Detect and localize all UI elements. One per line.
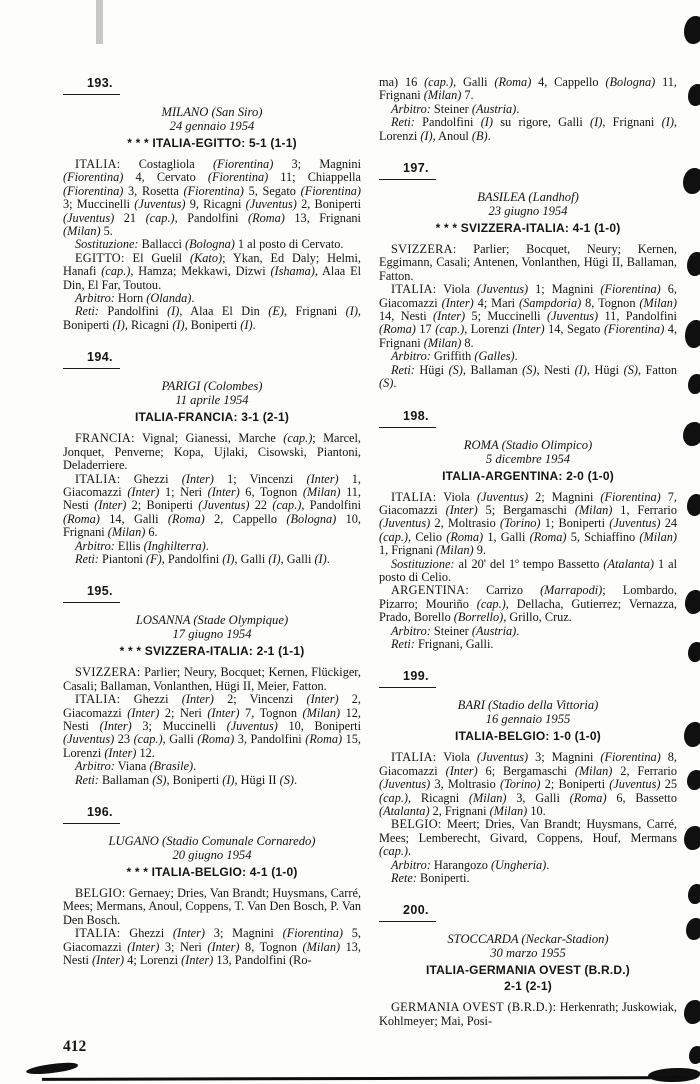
paragraph-label: SVIZZERA:	[391, 242, 457, 257]
paragraph: Rete: Boniperti.	[391, 871, 470, 886]
match-entry	[63, 350, 361, 566]
paragraph: ITALIA: Viola (Juventus) 3; Magnini (Fiorentina) 8, Giacomazzi (Inter) 6; Bergamaschi (Milan) 2, Ferrario (Juventus) 3, Moltrasio (Torino) 2; Boniperti (Juventus) 25 (cap.), Ricagni (Milan) 3, Galli (Roma) 6, Bassetto (Atalanta) 2, Frignani (Milan) 10.	[379, 750, 677, 818]
paragraph-label: Sostituzione:	[391, 556, 455, 571]
date-line: 5 dicembre 1954	[485, 451, 571, 466]
entry-rule	[63, 94, 120, 95]
paragraph: Arbitro: Ellis (Inghilterra).	[75, 538, 209, 553]
paragraph-label: Arbitro:	[391, 623, 431, 638]
paragraph-label: Reti:	[391, 636, 415, 651]
scan-artifact	[688, 642, 700, 662]
paragraph-label: Reti:	[391, 115, 415, 130]
paragraph: Arbitro: Griffith (Galles).	[391, 349, 518, 364]
match-line: ITALIA-GERMANIA OVEST (B.R.D.)	[426, 963, 630, 978]
paragraph: ITALIA: Viola (Juventus) 2; Magnini (Fiorentina) 7, Giacomazzi (Inter) 5; Bergamaschi (Milan) 1, Ferrario (Juventus) 2, Moltrasio (Torino) 1; Boniperti (Juventus) 24 (cap.), Celio (Roma) 1, Galli (Roma) 5, Schiaffino (Milan) 1, Frignani (Milan) 9.	[379, 489, 677, 558]
paragraph: ITALIA: Ghezzi (Inter) 1; Vincenzi (Inter) 1, Giacomazzi (Inter) 1; Neri (Inter) 6, Tognon (Milan) 11, Nesti (Inter) 2; Boniperti (Juventus) 22 (cap.), Pandolfini (Roma) 14, Galli (Roma) 2, Cappello (Bologna) 10, Frignani (Milan) 6.	[63, 471, 362, 540]
match-line: * * * ITALIA-BELGIO: 4-1 (1-0)	[126, 865, 298, 879]
paragraph: Reti: Piantoni (F), Pandolfini (I), Galli (I), Galli (I).	[75, 551, 330, 566]
scan-artifact	[684, 826, 700, 850]
scan-artifact	[684, 1000, 700, 1024]
match-line: * * * SVIZZERA-ITALIA: 2-1 (1-1)	[119, 644, 305, 659]
paragraph: ARGENTINA: Carrizo (Marrapodi); Lombardo, Pizarro; Mouriño (cap.), Dellacha, Gutierrez; Vernazza, Prado, Borello (Borrello), Grillo, Cruz.	[379, 583, 677, 625]
paragraph-label: ITALIA:	[75, 471, 121, 486]
scan-artifact	[684, 16, 700, 44]
paragraph: ITALIA: Ghezzi (Inter) 3; Magnini (Fiorentina) 5, Giacomazzi (Inter) 3; Neri (Inter) 8, Tognon (Milan) 13, Nesti (Inter) 4; Lorenzi (Inter) 13, Pandolfini (Ro-	[63, 926, 362, 968]
paragraph-label: Arbitro:	[75, 759, 115, 774]
paragraph-label: ITALIA:	[75, 157, 121, 171]
paragraph-label: ITALIA:	[391, 489, 437, 504]
paragraph: Reti: Pandolfini (I) su rigore, Galli (I), Frignani (I), Lorenzi (I), Anoul (B).	[379, 115, 677, 143]
paragraph-label: ITALIA:	[391, 282, 437, 297]
entry-number: 199.	[403, 669, 429, 684]
scan-artifact	[687, 252, 700, 276]
page-content	[63, 76, 677, 1046]
paragraph: EGITTO: El Guelil (Kato); Ykan, Ed Daly; Helmi, Hanafi (cap.), Hamza; Mekkawi, Dizwi (Ishama), Alaa El Din, El Far, Toutou.	[63, 250, 362, 292]
venue-line: LOSANNA (Stade Olympique)	[135, 613, 289, 628]
paragraph-label: Arbitro:	[391, 857, 431, 872]
date-line: 16 gennaio 1955	[485, 712, 571, 727]
scan-artifact	[685, 590, 700, 614]
paragraph: GERMANIA OVEST (B.R.D.): Herkenrath; Juskowiak, Kohlmeyer; Mai, Posi-	[379, 1000, 677, 1028]
paragraph: Sostituzione: al 20' del 1º tempo Bassetto (Atalanta) 1 al posto di Celio.	[379, 556, 677, 584]
entry-rule	[379, 179, 436, 180]
paragraph-label: Arbitro:	[75, 538, 115, 553]
scan-artifact	[684, 722, 700, 747]
match-line-2: 2-1 (2-1)	[504, 979, 552, 994]
match-line: * * * SVIZZERA-ITALIA: 4-1 (1-0)	[435, 221, 621, 236]
paragraph-label: SVIZZERA:	[75, 665, 141, 680]
venue-line: PARIGI (Colombes)	[161, 379, 263, 394]
venue-line: MILANO (San Siro)	[161, 105, 263, 119]
right-column	[379, 76, 677, 1046]
match-entry	[379, 903, 677, 1028]
paragraph: ITALIA: Costagliola (Fiorentina) 3; Magnini (Fiorentina) 4, Cervato (Fiorentina) 11; Chiappella (Fiorentina) 3, Rosetta (Fiorentina) 5, Segato (Fiorentina) 3; Muccinelli (Juventus) 9, Ricagni (Juventus) 2, Boniperti (Juventus) 21 (cap.), Pandolfini (Roma) 13, Frignani (Milan) 5.	[63, 157, 362, 239]
scan-artifact	[96, 0, 103, 44]
paragraph-label: Reti:	[75, 772, 99, 787]
date-line: 23 giugno 1954	[488, 204, 568, 219]
paragraph-label: Sostituzione:	[75, 237, 139, 252]
venue-line: STOCCARDA (Neckar-Stadion)	[447, 932, 609, 947]
date-line: 20 giugno 1954	[172, 848, 252, 862]
entry-number: 195.	[87, 584, 113, 599]
scan-artifact	[688, 84, 700, 106]
paragraph-label: Arbitro:	[75, 291, 115, 306]
paragraph-label: Reti:	[75, 551, 99, 566]
paragraph: SVIZZERA: Parlier; Neury, Bocquet; Kernen, Flückiger, Casali; Ballaman, Vonlanthen, Hügi II, Meier, Fatton.	[63, 665, 361, 693]
page-number: 412	[63, 1038, 87, 1055]
match-entry	[63, 76, 361, 332]
paragraph-label: ITALIA:	[391, 750, 437, 765]
scan-artifact	[685, 320, 700, 348]
paragraph: Reti: Pandolfini (I), Alaa El Din (E), Frignani (I), Boniperti (I), Ricagni (I), Boniperti (I).	[63, 304, 361, 332]
paragraph-label: Rete:	[391, 871, 417, 886]
paragraph: Reti: Hügi (S), Ballaman (S), Nesti (I), Hügi (S), Fatton (S).	[379, 362, 677, 391]
paragraph: ITALIA: Viola (Juventus) 1; Magnini (Fiorentina) 6, Giacomazzi (Inter) 4; Mari (Sampdoria) 8, Tognon (Milan) 14, Nesti (Inter) 5; Muccinelli (Juventus) 11, Pandolfini (Roma) 17 (cap.), Lorenzi (Inter) 14, Segato (Fiorentina) 4, Frignani (Milan) 8.	[379, 282, 678, 350]
entry-number: 197.	[403, 161, 429, 176]
scan-artifact	[26, 1061, 79, 1075]
paragraph: Arbitro: Harangozo (Ungheria).	[391, 857, 550, 872]
entry-rule	[63, 823, 120, 824]
paragraph: Arbitro: Steiner (Austria).	[391, 623, 520, 638]
entry-rule	[63, 368, 120, 369]
paragraph-label: FRANCIA:	[75, 431, 135, 446]
match-entry	[379, 409, 677, 652]
match-line: ITALIA-BELGIO: 1-0 (1-0)	[455, 729, 601, 744]
match-entry	[63, 584, 361, 787]
match-entry-continuation	[379, 76, 677, 143]
paragraph: BELGIO: Gernaey; Dries, Van Brandt; Huysmans, Carré, Mees; Mermans, Anoul, Coppens, T. Van Den Bosch, P. Van Den Bosch.	[63, 886, 361, 927]
match-entry	[379, 161, 677, 390]
paragraph-label: ITALIA:	[75, 926, 121, 941]
entry-number: 193.	[87, 76, 113, 90]
paragraph: ITALIA: Ghezzi (Inter) 2; Vincenzi (Inter) 2, Giacomazzi (Inter) 2; Neri (Inter) 7, Tognon (Milan) 12, Nesti (Inter) 3; Muccinelli (Juventus) 10, Boniperti (Juventus) 23 (cap.), Galli (Roma) 3, Pandolfini (Roma) 15, Lorenzi (Inter) 12.	[63, 692, 362, 760]
paragraph: Reti: Frignani, Galli.	[391, 636, 494, 651]
paragraph-label: BELGIO:	[391, 817, 442, 832]
entry-rule	[63, 602, 120, 603]
entry-number: 194.	[87, 350, 113, 365]
match-line: * * * ITALIA-EGITTO: 5-1 (1-1)	[127, 136, 297, 150]
match-line: ITALIA-ARGENTINA: 2-0 (1-0)	[442, 468, 614, 483]
paragraph-label: BELGIO:	[75, 886, 126, 900]
entry-rule	[379, 427, 436, 428]
venue-line: LUGANO (Stadio Comunale Cornaredo)	[108, 834, 316, 848]
paragraph: FRANCIA: Vignal; Gianessi, Marche (cap.); Marcel, Jonquet, Penverne; Kopa, Ujlaki, Cisowski, Piantoni, Deladerriere.	[63, 431, 361, 473]
match-entry	[379, 669, 677, 885]
scan-artifact	[687, 770, 700, 790]
entry-rule	[379, 921, 436, 922]
match-line: ITALIA-FRANCIA: 3-1 (2-1)	[134, 410, 290, 425]
date-line: 17 giugno 1954	[172, 627, 252, 642]
venue-line: ROMA (Stadio Olimpico)	[463, 437, 593, 452]
date-line: 30 marzo 1955	[490, 946, 566, 961]
paragraph: Arbitro: Horn (Olanda).	[75, 291, 195, 306]
entry-rule	[379, 687, 436, 688]
paragraph-label: ITALIA:	[75, 692, 121, 707]
paragraph-label: Arbitro:	[391, 101, 431, 116]
paragraph: Sostituzione: Ballacci (Bologna) 1 al posto di Cervato.	[75, 237, 344, 252]
paragraph: ma) 16 (cap.), Galli (Roma) 4, Cappello (Bologna) 11, Frignani (Milan) 7.	[379, 75, 678, 103]
paragraph-label: ARGENTINA:	[391, 583, 470, 598]
venue-line: BASILEA (Landhof)	[477, 190, 579, 205]
entry-number: 196.	[87, 805, 113, 819]
paragraph: Arbitro: Viana (Brasile).	[75, 759, 197, 774]
scan-artifact	[42, 1076, 688, 1081]
scan-artifact	[683, 168, 700, 194]
scan-artifact	[686, 918, 700, 940]
paragraph: Arbitro: Steiner (Austria).	[391, 101, 520, 116]
scan-artifact	[688, 374, 700, 394]
left-column	[63, 76, 361, 1046]
venue-line: BARI (Stadio della Vittoria)	[457, 698, 599, 713]
entry-number: 198.	[403, 408, 429, 423]
paragraph: SVIZZERA: Parlier; Bocquet, Neury; Kernen, Eggimann, Casali; Antenen, Vonlanthen, Hügi II, Ballaman, Fatton.	[379, 242, 677, 283]
paragraph-label: Reti:	[75, 304, 99, 319]
paragraph-label: EGITTO:	[75, 250, 125, 265]
paragraph-label: Reti:	[391, 362, 415, 377]
paragraph-label: GERMANIA OVEST (B.R.D.):	[391, 1000, 557, 1015]
scan-artifact	[648, 1068, 700, 1082]
paragraph-label: Arbitro:	[391, 349, 431, 364]
match-entry	[63, 805, 361, 967]
date-line: 24 gennaio 1954	[169, 119, 255, 133]
scan-artifact	[688, 884, 700, 904]
paragraph: Reti: Ballaman (S), Boniperti (I), Hügi II (S).	[75, 772, 298, 787]
scan-artifact	[687, 494, 700, 516]
scan-artifact	[683, 422, 700, 446]
scan-artifact	[689, 1046, 700, 1064]
paragraph: BELGIO: Meert; Dries, Van Brandt; Huysmans, Carré, Mees; Lemberecht, Givard, Coppens, Houf, Mermans (cap.).	[379, 817, 677, 859]
entry-number: 200.	[403, 903, 429, 918]
date-line: 11 aprile 1954	[175, 393, 249, 408]
